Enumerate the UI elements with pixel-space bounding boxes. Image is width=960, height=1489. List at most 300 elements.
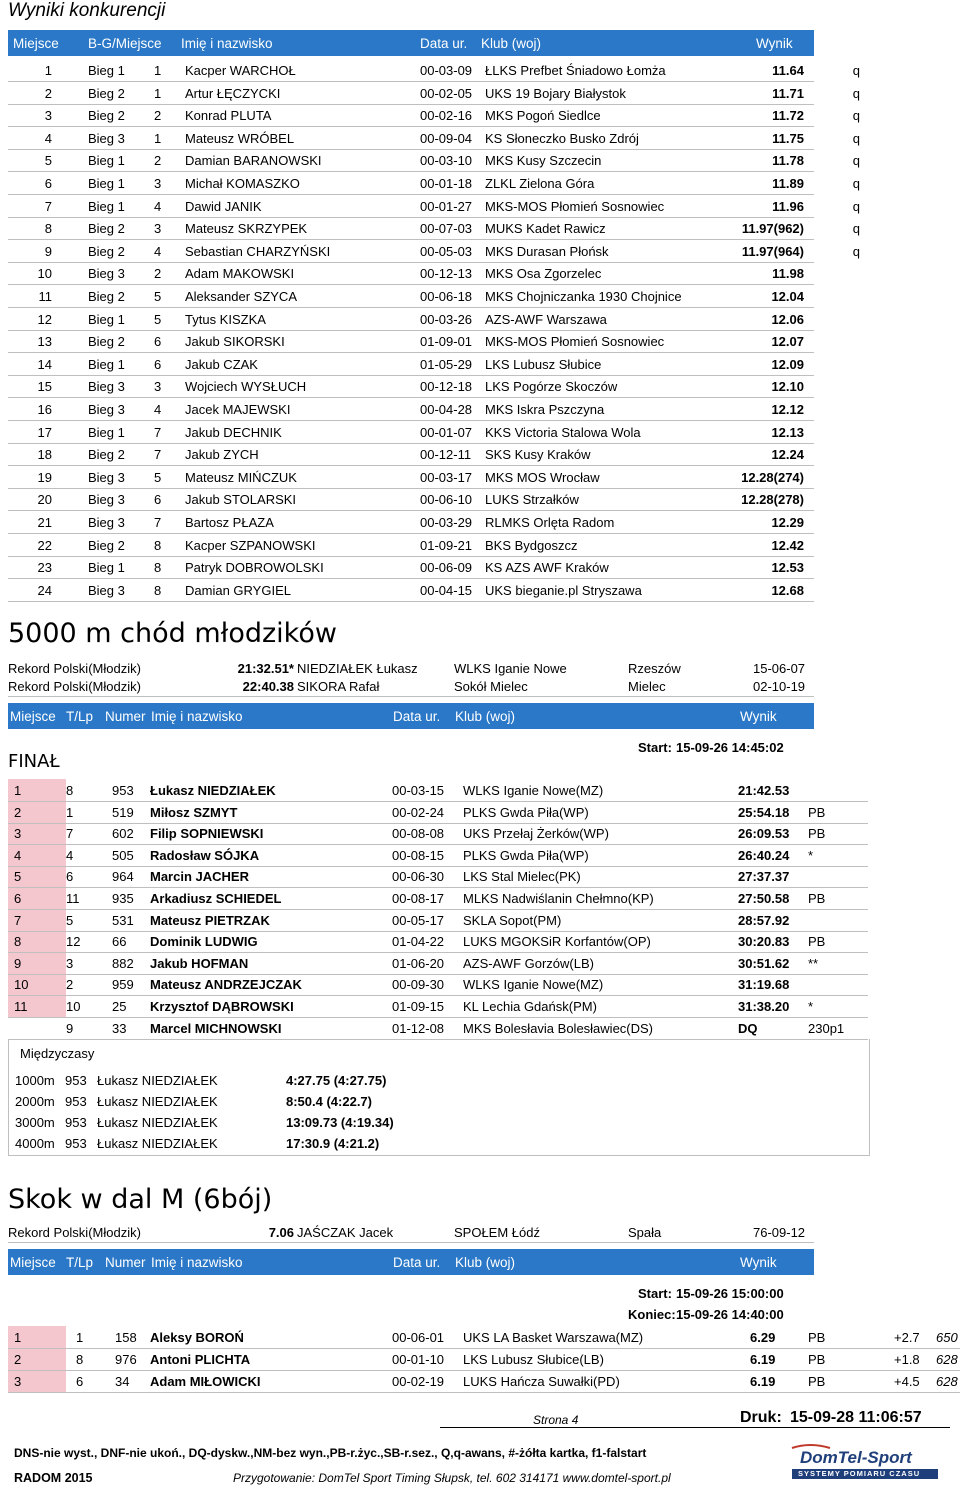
- heat: Bieg 3: [88, 379, 125, 395]
- athlete-name: Łukasz NIEDZIAŁEK: [97, 1094, 218, 1109]
- heat: Bieg 3: [88, 130, 125, 146]
- birth-date: 00-06-30: [392, 869, 445, 885]
- place: 1: [14, 1330, 22, 1345]
- birth-date: 00-03-09: [420, 63, 473, 78]
- section2-header: [8, 703, 814, 729]
- points: 628: [936, 1352, 958, 1367]
- athlete-name: Mateusz WRÓBEL: [185, 130, 295, 146]
- record-place: Spała: [628, 1225, 662, 1240]
- club: MUKS Kadet Rawicz: [485, 221, 606, 237]
- lane: 10: [66, 999, 81, 1014]
- col-header-result: Wynik: [740, 1255, 777, 1270]
- table1-header: [8, 30, 814, 56]
- record-label: Rekord Polski(Młodzik): [8, 1225, 141, 1240]
- split-time: 4:27.75 (4:27.75): [286, 1073, 387, 1088]
- place: 1: [44, 63, 52, 78]
- split-distance: 3000m: [15, 1115, 55, 1130]
- club: UKS 19 Bojary Białystok: [485, 85, 626, 101]
- club: MKS-MOS Płomień Sosnowiec: [485, 198, 665, 214]
- birth-date: 00-02-16: [420, 108, 473, 124]
- athlete-name: Patryk DOBROWOLSKI: [185, 560, 324, 576]
- place: 2: [14, 1352, 22, 1367]
- table-row: [8, 421, 814, 444]
- start-time: 15-09-26 14:45:02: [676, 740, 784, 755]
- note: PB: [808, 891, 826, 906]
- result-row: [8, 779, 868, 802]
- place: 20: [37, 492, 52, 508]
- result: 30:20.83: [738, 934, 790, 950]
- table-row: [8, 353, 814, 376]
- record-row: [8, 660, 814, 678]
- athlete-name: Mateusz MIŃCZUK: [185, 469, 297, 485]
- qualifier: q: [852, 130, 860, 146]
- result: 11.72: [772, 108, 804, 124]
- bib-number: 935: [112, 891, 134, 906]
- table-row: [8, 466, 814, 489]
- bib-number: 33: [112, 1020, 127, 1036]
- qualifier: q: [852, 198, 860, 214]
- birth-date: 00-08-08: [392, 826, 445, 842]
- club: LUKS MGOKSiR Korfantów(OP): [463, 934, 651, 950]
- result: 11.97(962): [741, 221, 804, 237]
- table-row: [8, 195, 860, 218]
- heat: Bieg 2: [88, 85, 125, 101]
- club: LKS Lubusz Słubice: [485, 356, 602, 372]
- birth-date: 00-03-10: [420, 153, 473, 169]
- qualifier: q: [852, 153, 860, 169]
- birth-date: 00-03-15: [392, 783, 445, 798]
- note: *: [808, 847, 814, 863]
- result: 11.98: [772, 266, 804, 282]
- athlete-name: Filip SOPNIEWSKI: [150, 826, 264, 842]
- birth-date: 00-12-11: [420, 447, 472, 463]
- result: 12.07: [771, 334, 804, 350]
- heat: Bieg 2: [88, 243, 125, 259]
- heat-place: 2: [154, 108, 162, 124]
- place: 3: [14, 826, 22, 842]
- col-header-birth: Data ur.: [393, 709, 441, 724]
- result-row: [8, 887, 868, 910]
- result: 12.13: [771, 424, 804, 440]
- result: 11.75: [772, 130, 804, 146]
- split-time: 8:50.4 (4:22.7): [286, 1094, 372, 1109]
- heat-place: 3: [154, 379, 162, 395]
- split-distance: 4000m: [15, 1136, 55, 1151]
- lane: 8: [66, 783, 74, 798]
- place: 10: [37, 266, 52, 282]
- athlete-name: Dominik LUDWIG: [150, 934, 258, 950]
- heat: Bieg 1: [88, 356, 125, 372]
- club: PLKS Gwda Piła(WP): [463, 847, 589, 863]
- table-row: [8, 308, 814, 331]
- table-row: [8, 172, 860, 195]
- birth-date: 00-01-27: [420, 198, 473, 214]
- club: MKS Pogoń Siedlce: [485, 108, 601, 124]
- col-header-result: Wynik: [740, 709, 777, 724]
- result: 25:54.18: [738, 804, 790, 820]
- club: KS AZS AWF Kraków: [485, 560, 609, 576]
- heat: Bieg 1: [88, 176, 125, 191]
- result-row: [8, 844, 868, 867]
- heat: Bieg 2: [88, 108, 125, 124]
- result: 31:38.20: [738, 999, 790, 1014]
- bib-number: 34: [115, 1374, 130, 1389]
- result: 12.04: [771, 289, 804, 304]
- athlete-name: Aleksy BOROŃ: [150, 1330, 244, 1345]
- end-label: Koniec:: [628, 1307, 676, 1322]
- club: WLKS Iganie Nowe(MZ): [463, 783, 604, 798]
- club: MKS Kusy Szczecin: [485, 153, 602, 169]
- place: 7: [14, 912, 22, 928]
- split-row: [8, 1072, 408, 1090]
- heat: Bieg 2: [88, 537, 125, 553]
- result-row: [8, 822, 868, 845]
- table-row: [8, 149, 860, 172]
- result: 27:37.37: [738, 869, 790, 885]
- qualifier: q: [852, 63, 860, 78]
- athlete-name: Aleksander SZYCA: [185, 289, 297, 304]
- birth-date: 00-01-10: [392, 1352, 445, 1367]
- legend-text: DNS-nie wyst., DNF-nie ukoń., DQ-dyskw.,NM-bez wyn.,PB-r.życ.,SB-r.sez., Q,q-awans, #-żółta kartka, f1-falstart: [14, 1446, 647, 1460]
- place: 22: [37, 537, 52, 553]
- athlete-name: Jakub HOFMAN: [150, 955, 249, 971]
- birth-date: 01-09-01: [420, 334, 473, 350]
- result: 21:42.53: [738, 783, 790, 798]
- birth-date: 00-02-24: [392, 804, 445, 820]
- page-number: Strona 4: [533, 1413, 579, 1427]
- heat-place: 2: [154, 266, 162, 282]
- record-place: Mielec: [628, 679, 666, 694]
- record-club: Sokół Mielec: [454, 679, 528, 694]
- qualifier: q: [852, 221, 860, 237]
- birth-date: 00-04-15: [420, 582, 473, 598]
- heat-place: 4: [154, 402, 162, 417]
- birth-date: 00-09-04: [420, 130, 473, 146]
- col-header-name: Imię i nazwisko: [151, 709, 243, 724]
- place: 15: [37, 379, 52, 395]
- result-row: [8, 801, 868, 824]
- col-header-name: Imię i nazwisko: [181, 36, 273, 51]
- birth-date: 00-06-10: [420, 492, 473, 508]
- birth-date: 00-08-17: [392, 891, 445, 906]
- heat: Bieg 3: [88, 515, 125, 530]
- heat-place: 5: [154, 289, 162, 304]
- club: RLMKS Orlęta Radom: [485, 515, 615, 530]
- club: SKS Kusy Kraków: [485, 447, 591, 463]
- result: 12.68: [771, 582, 804, 598]
- table-row: [8, 240, 860, 263]
- lane: 11: [66, 891, 80, 906]
- birth-date: 01-06-20: [392, 955, 445, 971]
- place: 4: [14, 847, 22, 863]
- result: 12.12: [771, 402, 804, 417]
- bib-number: 953: [65, 1115, 87, 1130]
- athlete-name: Kacper SZPANOWSKI: [185, 537, 316, 553]
- bib-number: 953: [65, 1094, 87, 1109]
- place: 8: [14, 934, 22, 950]
- qualifier: q: [852, 108, 860, 124]
- club: KKS Victoria Stalowa Wola: [485, 424, 641, 440]
- club: LKS Pogórze Skoczów: [485, 379, 618, 395]
- heat: Bieg 1: [88, 153, 125, 169]
- col-header-number: Numer: [105, 709, 146, 724]
- club: MLKS Nadwiślanin Chełmno(KP): [463, 891, 654, 906]
- heat-place: 7: [154, 424, 162, 440]
- heat-place: 6: [154, 334, 162, 350]
- col-header-birth: Data ur.: [393, 1255, 441, 1270]
- points: 628: [936, 1374, 958, 1389]
- result-row: [8, 973, 868, 996]
- col-header-name: Imię i nazwisko: [151, 1255, 243, 1270]
- heat-place: 5: [154, 311, 162, 327]
- lane: 4: [66, 847, 74, 863]
- bib-number: 519: [112, 804, 134, 820]
- birth-date: 01-04-22: [392, 934, 445, 950]
- note: PB: [808, 934, 826, 950]
- athlete-name: Jakub ZYCH: [185, 447, 259, 463]
- result-row: [8, 930, 868, 953]
- lane: 9: [66, 1020, 74, 1036]
- place: 9: [14, 955, 22, 971]
- print-label: Druk:: [740, 1409, 782, 1426]
- athlete-name: Artur ŁĘCZYCKI: [185, 85, 281, 101]
- birth-date: 01-09-21: [420, 537, 473, 553]
- record-place: Rzeszów: [628, 661, 681, 676]
- table-row: [8, 375, 814, 398]
- wind: +2.7: [894, 1330, 920, 1345]
- note: PB: [808, 1352, 826, 1367]
- final-label: FINAŁ: [8, 751, 60, 772]
- record-label: Rekord Polski(Młodzik): [8, 661, 141, 676]
- result-row: [8, 865, 868, 888]
- heat: Bieg 3: [88, 469, 125, 485]
- club: MKS Chojniczanka 1930 Chojnice: [485, 289, 682, 304]
- athlete-name: Damian GRYGIEL: [185, 582, 291, 598]
- birth-date: 00-09-30: [392, 977, 445, 993]
- table-row: [8, 104, 860, 127]
- place: 5: [14, 869, 22, 885]
- heat-place: 6: [154, 492, 162, 508]
- record-label: Rekord Polski(Młodzik): [8, 679, 141, 694]
- athlete-name: Krzysztof DĄBROWSKI: [150, 999, 294, 1014]
- split-distance: 2000m: [15, 1094, 55, 1109]
- club: LUKS Strzałków: [485, 492, 579, 508]
- table-row: [8, 556, 814, 579]
- table-row: [8, 82, 860, 105]
- col-header-birth: Data ur.: [420, 36, 468, 51]
- result-row: [8, 995, 868, 1018]
- wind: +4.5: [894, 1374, 920, 1389]
- birth-date: 01-12-08: [392, 1020, 445, 1036]
- result: 6.19: [750, 1374, 776, 1389]
- place: 18: [37, 447, 52, 463]
- bib-number: 505: [112, 847, 134, 863]
- birth-date: 00-03-26: [420, 311, 473, 327]
- heat-place: 8: [154, 582, 162, 598]
- heat: Bieg 1: [88, 424, 125, 440]
- bib-number: 25: [112, 999, 127, 1014]
- heat-place: 1: [154, 63, 162, 78]
- place: 12: [37, 311, 52, 327]
- record-date: 76-09-12: [753, 1225, 806, 1240]
- athlete-name: Jakub CZAK: [185, 356, 258, 372]
- bib-number: 602: [112, 826, 134, 842]
- bib-number: 964: [112, 869, 134, 885]
- logo-main-text: DomTel-Sport: [800, 1448, 912, 1467]
- club: AZS-AWF Gorzów(LB): [463, 955, 594, 971]
- start-label: Start:: [638, 1286, 672, 1301]
- col-header-club: Klub (woj): [455, 1255, 516, 1270]
- section3-title: Skok w dal M (6bój): [8, 1184, 273, 1215]
- footer-rule: [440, 1427, 950, 1428]
- club: MKS Bolesłavia Bolesławiec(DS): [463, 1020, 654, 1036]
- heat: Bieg 2: [88, 221, 125, 237]
- bib-number: 953: [65, 1073, 87, 1088]
- place: 17: [37, 424, 52, 440]
- club: UKS Przełaj Żerków(WP): [463, 826, 609, 842]
- club: AZS-AWF Warszawa: [485, 311, 607, 327]
- result: 12.24: [771, 447, 804, 463]
- birth-date: 00-04-28: [420, 402, 473, 417]
- record-holder: SIKORA Rafał: [297, 679, 380, 694]
- athlete-name: Antoni PLICHTA: [150, 1352, 251, 1367]
- col-header-club: Klub (woj): [455, 709, 516, 724]
- prepared-by: Przygotowanie: DomTel Sport Timing Słupsk, tel. 602 314171 www.domtel-sport.pl: [233, 1471, 671, 1485]
- heat-place: 1: [154, 130, 162, 146]
- club: ŁLKS Prefbet Śniadowo Łomża: [485, 63, 666, 78]
- lane: 1: [66, 804, 74, 820]
- col-header-lane: T/Lp: [66, 709, 94, 724]
- record-result: 21:32.51*: [237, 661, 294, 676]
- table-row: [8, 59, 860, 82]
- place: 24: [37, 582, 52, 598]
- note: *: [808, 999, 814, 1014]
- page-title: Wyniki konkurencji: [8, 0, 166, 21]
- heat-place: 4: [154, 243, 162, 259]
- heat: Bieg 3: [88, 582, 125, 598]
- place: 21: [37, 515, 52, 530]
- heat-place: 7: [154, 515, 162, 530]
- athlete-name: Tytus KISZKA: [185, 311, 266, 327]
- table-row: [8, 488, 814, 511]
- record-row: [8, 1224, 814, 1243]
- record-date: 15-06-07: [753, 661, 806, 676]
- birth-date: 01-09-15: [392, 999, 445, 1014]
- result-row: [8, 1370, 960, 1393]
- section2-title: 5000 m chód młodzików: [8, 618, 337, 649]
- bib-number: 531: [112, 912, 134, 928]
- bib-number: 882: [112, 955, 134, 971]
- place: 2: [44, 85, 52, 101]
- lane: 6: [66, 869, 74, 885]
- result: 6.29: [750, 1330, 776, 1345]
- club: BKS Bydgoszcz: [485, 537, 578, 553]
- table-row: [8, 443, 814, 466]
- athlete-name: Radosław SÓJKA: [150, 847, 260, 863]
- record-holder: NIEDZIAŁEK Łukasz: [297, 661, 418, 676]
- club: KL Lechia Gdańsk(PM): [463, 999, 597, 1014]
- col-header-result: Wynik: [756, 36, 793, 51]
- lane: 8: [76, 1352, 84, 1367]
- result: 30:51.62: [738, 955, 790, 971]
- result: 27:50.58: [738, 891, 790, 906]
- birth-date: 01-05-29: [420, 356, 473, 372]
- athlete-name: Mateusz PIETRZAK: [150, 912, 270, 928]
- result: 12.28(278): [741, 492, 804, 508]
- birth-date: 00-06-01: [392, 1330, 445, 1345]
- place: 14: [37, 356, 52, 372]
- note: **: [808, 955, 819, 971]
- place: 9: [44, 243, 52, 259]
- place: 8: [44, 221, 52, 237]
- splits-label: Międzyczasy: [20, 1046, 95, 1061]
- qualifier: q: [852, 243, 860, 259]
- place: 11: [14, 999, 28, 1014]
- note: PB: [808, 1374, 826, 1389]
- end-time: 15-09-26 14:40:00: [676, 1307, 784, 1322]
- birth-date: 00-12-18: [420, 379, 473, 395]
- bib-number: 953: [65, 1136, 87, 1151]
- result: 12.09: [771, 356, 804, 372]
- lane: 3: [66, 955, 74, 971]
- place: 3: [44, 108, 52, 124]
- heat-place: 5: [154, 469, 162, 485]
- place: 10: [14, 977, 29, 993]
- place: 5: [44, 153, 52, 169]
- result: 12.28(274): [741, 469, 804, 485]
- lane: 5: [66, 912, 74, 928]
- club: MKS Osa Zgorzelec: [485, 266, 602, 282]
- heat: Bieg 1: [88, 560, 125, 576]
- result-row: [8, 1326, 960, 1349]
- result: 11.71: [772, 85, 804, 101]
- athlete-name: Łukasz NIEDZIAŁEK: [150, 783, 276, 798]
- heat-place: 7: [154, 447, 162, 463]
- athlete-name: Damian BARANOWSKI: [185, 153, 322, 169]
- lane: 7: [66, 826, 74, 842]
- note: PB: [808, 1330, 826, 1345]
- heat: Bieg 3: [88, 266, 125, 282]
- birth-date: 00-06-18: [420, 289, 473, 304]
- birth-date: 00-03-29: [420, 515, 473, 530]
- birth-date: 00-01-18: [420, 176, 473, 191]
- athlete-name: Jakub DECHNIK: [185, 424, 282, 440]
- record-holder: JAŚCZAK Jacek: [297, 1225, 394, 1240]
- place: 1: [14, 783, 22, 798]
- athlete-name: Konrad PLUTA: [185, 108, 272, 124]
- place: 16: [37, 402, 52, 417]
- col-header-lane: T/Lp: [66, 1255, 94, 1270]
- split-row: [8, 1135, 408, 1153]
- club: LKS Lubusz Słubice(LB): [463, 1352, 604, 1367]
- heat: Bieg 1: [88, 311, 125, 327]
- note: 230p1: [808, 1020, 845, 1036]
- athlete-name: Sebastian CHARZYŃSKI: [185, 243, 331, 259]
- wind: +1.8: [894, 1352, 920, 1367]
- place: 6: [44, 176, 52, 191]
- birth-date: 00-08-15: [392, 847, 445, 863]
- athlete-name: Kacper WARCHOŁ: [185, 63, 296, 78]
- athlete-name: Bartosz PŁAZA: [185, 515, 274, 530]
- place: 4: [44, 130, 52, 146]
- table-row: [8, 127, 860, 150]
- bib-number: 976: [115, 1352, 137, 1367]
- birth-date: 00-05-03: [420, 243, 473, 259]
- table-row: [8, 262, 814, 285]
- place: 2: [14, 804, 22, 820]
- bib-number: 66: [112, 934, 127, 950]
- record-date: 02-10-19: [753, 679, 806, 694]
